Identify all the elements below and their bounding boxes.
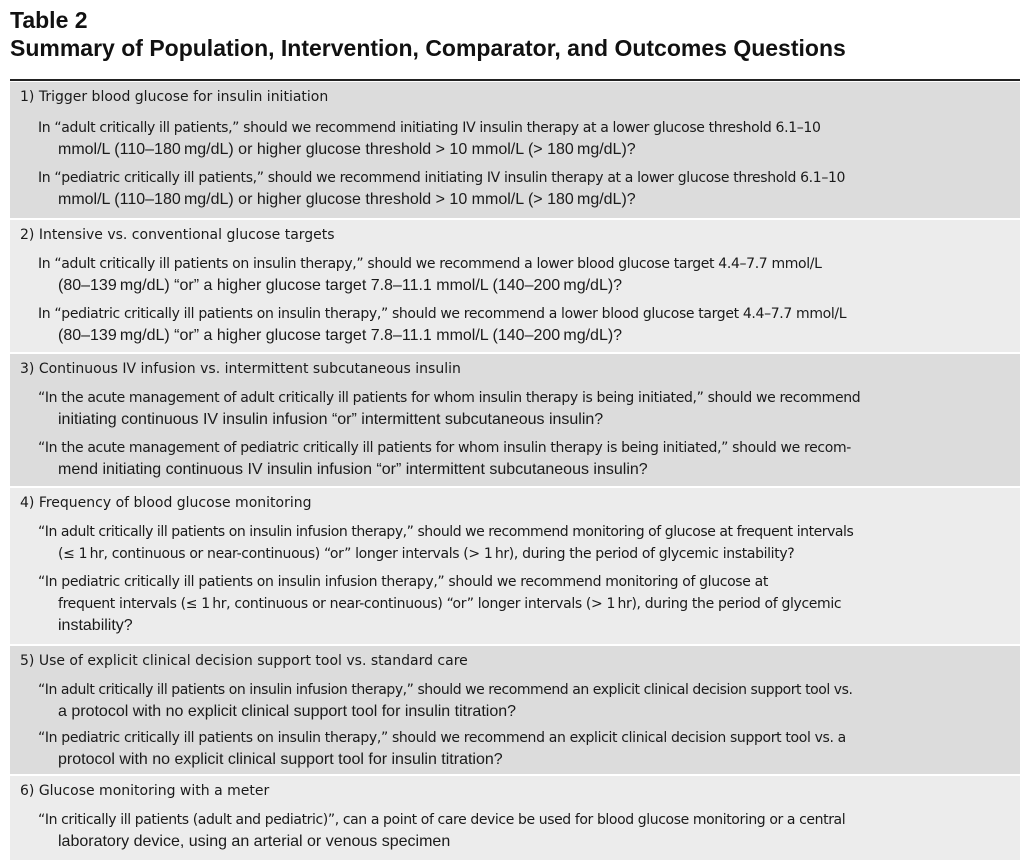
question-line: instability? — [58, 617, 133, 634]
question-line: “In the acute management of adult critically ill patients for whom insulin therapy is being initiated,” should we recommend — [38, 390, 861, 406]
question-line: “In pediatric critically ill patients on insulin infusion therapy,” should we recommend monitoring of glucose at — [38, 574, 768, 590]
question-line: mmol/L (110–180 mg/dL) or higher glucose threshold > 10 mmol/L (> 180 mg/dL)? — [58, 141, 636, 158]
section-trigger-glucose — [10, 82, 1020, 220]
table-body — [10, 82, 1020, 860]
section-glucose-targets — [10, 220, 1020, 354]
question-pediatric — [10, 727, 1020, 771]
question-line: In “pediatric critically ill patients,” should we recommend initiating IV insulin therapy at a lower glucose threshold 6.1–10 — [38, 170, 846, 186]
question-line: In “adult critically ill patients,” should we recommend initiating IV insulin therapy at a lower glucose threshold 6.1–10 — [38, 120, 821, 136]
question-line: In “pediatric critically ill patients on insulin therapy,” should we recommend a lower blood glucose target 4.4–7.7 mmol/L — [38, 306, 847, 322]
question-pediatric — [10, 571, 1020, 637]
question-line: a protocol with no explicit clinical support tool for insulin titration? — [58, 703, 517, 720]
section-heading: 5) Use of explicit clinical decision support tool vs. standard care — [20, 653, 468, 669]
table-header — [10, 6, 1020, 62]
section-heading: 1) Trigger blood glucose for insulin initiation — [20, 89, 329, 105]
question-pediatric — [10, 167, 1020, 211]
question-adult — [10, 521, 1020, 565]
question-line: (80–139 mg/dL) “or” a higher glucose target 7.8–11.1 mmol/L (140–200 mg/dL)? — [58, 277, 623, 294]
question-adult — [10, 679, 1020, 723]
question-line: laboratory device, using an arterial or venous specimen — [58, 833, 451, 850]
question-line: “In pediatric critically ill patients on insulin therapy,” should we recommend an explicit clinical decision support tool vs. a — [38, 730, 846, 746]
section-monitoring-frequency — [10, 488, 1020, 646]
question-line: mend initiating continuous IV insulin infusion “or” intermittent subcutaneous insulin? — [58, 461, 648, 478]
question-pediatric — [10, 437, 1020, 481]
question-line: mmol/L (110–180 mg/dL) or higher glucose threshold > 10 mmol/L (> 180 mg/dL)? — [58, 191, 636, 208]
question-line: “In the acute management of pediatric critically ill patients for whom insulin therapy is being initiated,” should we recom- — [38, 440, 851, 456]
question-pediatric — [10, 303, 1020, 347]
section-heading: 4) Frequency of blood glucose monitoring — [20, 495, 312, 511]
table-label: Table 2 — [10, 7, 88, 33]
section-decision-support — [10, 646, 1020, 776]
question-line: frequent intervals (≤ 1 hr, continuous or near-continuous) “or” longer intervals (> 1 hr), during the period of glycemic — [58, 596, 842, 612]
section-heading: 3) Continuous IV infusion vs. intermittent subcutaneous insulin — [20, 361, 461, 377]
section-glucose-meter — [10, 776, 1020, 860]
question-line: “In adult critically ill patients on insulin infusion therapy,” should we recommend an explicit clinical decision support tool vs. — [38, 682, 853, 698]
question-line: initiating continuous IV insulin infusion “or” intermittent subcutaneous insulin? — [58, 411, 604, 428]
question-line: protocol with no explicit clinical support tool for insulin titration? — [58, 751, 503, 768]
question-line: (≤ 1 hr, continuous or near-continuous) “or” longer intervals (> 1 hr), during the period of glycemic instability? — [58, 546, 795, 562]
section-continuous-infusion — [10, 354, 1020, 488]
question-line: “In adult critically ill patients on insulin infusion therapy,” should we recommend monitoring of glucose at frequent intervals — [38, 524, 854, 540]
question-adult — [10, 117, 1020, 161]
question-line: (80–139 mg/dL) “or” a higher glucose target 7.8–11.1 mmol/L (140–200 mg/dL)? — [58, 327, 623, 344]
question-adult — [10, 253, 1020, 297]
table-title: Summary of Population, Intervention, Comparator, and Outcomes Questions — [10, 35, 846, 61]
section-heading: 2) Intensive vs. conventional glucose targets — [20, 227, 335, 243]
question-adult — [10, 387, 1020, 431]
question-adult-pediatric — [10, 809, 1020, 853]
header-rule — [10, 79, 1020, 81]
question-line: In “adult critically ill patients on insulin therapy,” should we recommend a lower blood glucose target 4.4–7.7 mmol/L — [38, 256, 822, 272]
section-heading: 6) Glucose monitoring with a meter — [20, 783, 270, 799]
question-line: “In critically ill patients (adult and pediatric)”, can a point of care device be used for blood glucose monitoring or a central — [38, 812, 846, 828]
